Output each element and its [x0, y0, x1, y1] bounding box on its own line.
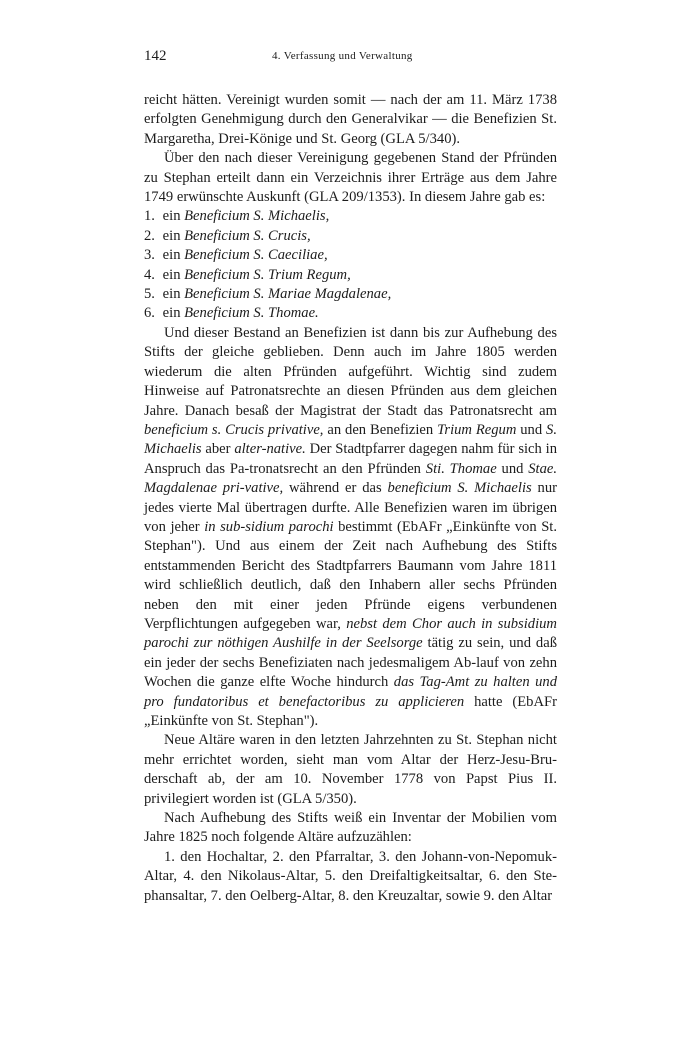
latin-term: Stae. Magdalenae pri-vative,: [144, 460, 558, 497]
list-prefix: ein: [162, 247, 185, 264]
text-run: Der Stadtpfarrer dagegen nahm für sich in Anspruch das Pa-tronatsrecht an den Pfründen: [144, 441, 557, 477]
page-header: [144, 48, 556, 68]
latin-term: Sti. Thomae: [425, 460, 497, 477]
list-number: 1.: [144, 208, 155, 225]
list-prefix: ein: [162, 305, 185, 322]
list-prefix: ein: [162, 227, 185, 244]
paragraph-6: 1. den Hochaltar, 2. den Pfarraltar, 3. den Johann-von-Nepomuk-Altar, 4. den Nikolaus-Altar, 5. den Dreifaltigkeitsaltar, 6. den Ste-phansaltar, 7. den Oelberg-Altar, 8. den Kreuzaltar, sowie 9. den Altar: [144, 848, 557, 904]
list-number: 2.: [144, 227, 155, 244]
text-run: aber: [201, 441, 235, 458]
latin-term: S. Michaelis: [144, 421, 557, 458]
list-title: Beneficium S. Trium Regum,: [184, 266, 351, 283]
list-title: Beneficium S. Crucis,: [184, 227, 311, 244]
list-prefix: ein: [162, 208, 185, 225]
quoted-phrase: das Tag-Amt zu halten und pro fundatoribus et benefactoribus zu applicieren: [144, 674, 557, 710]
latin-term: alter-native.: [234, 441, 306, 458]
text-run: bestimmt (EbAFr „Einkünfte von St. Stephan"). Und aus einem der Zeit nach Aufhebung des Stifts entstammenden Bericht des Stadtpfarrers Baumann vom Jahre 1811 wird schließlich deutlich, daß den Inhabern aller sechs Pfründen neben den mit einer jeden Pfründe eigens verbundenen Verpflichtungen aufgegeben war,: [144, 518, 558, 632]
latin-term: beneficium s. Crucis privative,: [144, 421, 324, 438]
list-item: [144, 304, 557, 323]
list-title: Beneficium S. Thomae.: [184, 305, 319, 322]
list-number: 4.: [144, 266, 155, 283]
text-run: nur jedes vierte Mal übertragen durfte. Alle Benefizien waren im übrigen von jeher: [144, 480, 557, 535]
list-title: Beneficium S. Michaelis,: [184, 208, 330, 225]
list-number: 6.: [144, 305, 155, 322]
list-item: [144, 227, 557, 246]
running-head: 4. Verfassung und Verwaltung: [272, 50, 413, 62]
page-number: 142: [144, 48, 167, 64]
latin-term: beneficium S. Michaelis: [387, 480, 532, 497]
list-number: 5.: [144, 286, 155, 303]
list-item: [144, 246, 557, 265]
list-item: [144, 285, 557, 304]
text-run: und: [496, 460, 529, 477]
list-prefix: ein: [162, 266, 185, 283]
list-item: [144, 266, 557, 285]
list-prefix: ein: [162, 286, 185, 303]
paragraph-2: Über den nach dieser Vereinigung gegebenen Stand der Pfründen zu Stephan erteilt dann ein Verzeichnis ihrer Erträge aus dem Jahre 1749 erwünschte Auskunft (GLA 209/1353). In diesem Jahre gab es:: [144, 150, 557, 206]
benefice-list: [144, 207, 557, 323]
latin-term: Trium Regum: [437, 421, 517, 438]
paragraph-1: reicht hätten. Vereinigt wurden somit — nach der am 11. März 1738 erfolgten Genehmigung durch den Generalvikar — die Benefizien St. Margaretha, Drei-Könige und St. Georg (GLA 5/340).: [144, 92, 557, 147]
body-text: [144, 91, 557, 906]
text-run: und: [516, 421, 547, 438]
text-run: Und dieser Bestand an Benefizien ist dann bis zur Aufhebung des Stifts der gleiche geblieben. Denn auch im Jahre 1805 werden wiederum die alten Pfründen aufgeführt. Wichtig sind zudem Hinweise auf Patronatsrechte an diesen Pfründen aus dem gleichen Jahre. Danach besaß der Magistrat der Stadt das Patronatsrecht am: [144, 324, 557, 419]
list-title: Beneficium S. Caeciliae,: [184, 247, 328, 264]
text-run: während er das: [283, 480, 388, 497]
paragraph-3: [144, 324, 557, 732]
list-item: [144, 207, 557, 226]
text-run: hatte (EbAFr „Einkünfte von St. Stephan").: [144, 693, 557, 729]
text-run: an den Benefizien: [323, 421, 438, 438]
list-number: 3.: [144, 247, 155, 264]
paragraph-5: Nach Aufhebung des Stifts weiß ein Inventar der Mobilien vom Jahre 1825 noch folgende Altäre aufzuzählen:: [144, 810, 557, 846]
latin-term: in sub-sidium parochi: [204, 518, 334, 535]
quoted-phrase: nebst dem Chor auch in subsidium parochi zur nöthigen Aushilfe in der Seelsorge: [144, 615, 557, 652]
text-run: tätig zu sein, und daß ein jeder der sechs Benefiziaten nach jedesmaligem Ab-lauf von zehn Wochen die ganze elfte Woche hindurch: [144, 635, 557, 691]
list-title: Beneficium S. Mariae Magdalenae,: [184, 286, 392, 303]
paragraph-4: Neue Altäre waren in den letzten Jahrzehnten zu St. Stephan nicht mehr errichtet worden, sieht man vom Altar der Herz-Jesu-Bru-derschaft ab, der am 10. November 1778 von Papst Pius II. privilegiert worden ist (GLA 5/350).: [144, 732, 557, 807]
